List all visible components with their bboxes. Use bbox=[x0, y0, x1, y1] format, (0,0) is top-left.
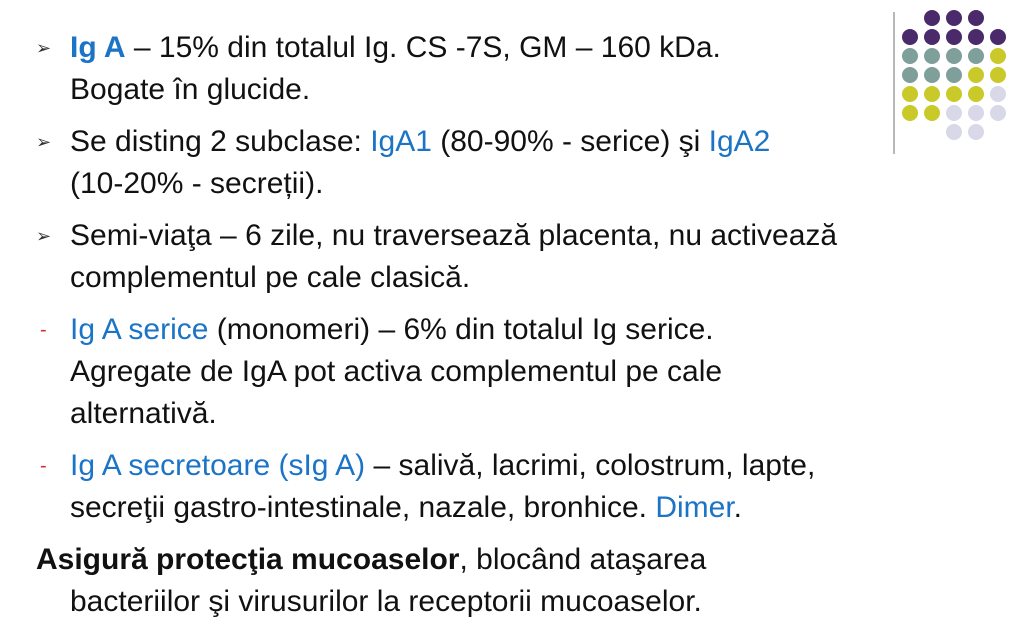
subclasses-text: Se disting 2 subclase: bbox=[70, 125, 371, 158]
serum-iga-line3: alternativă. bbox=[70, 397, 217, 430]
decorative-dot bbox=[990, 105, 1006, 121]
dash-bullet-icon: - bbox=[40, 319, 47, 341]
closing-statement bbox=[36, 539, 986, 623]
decorative-dot bbox=[924, 10, 940, 26]
secretory-iga-text: – salivă, lacrimi, colostrum, lapte, bbox=[365, 449, 816, 482]
secretory-iga-line2: secreţii gastro-intestinale, nazale, bronhice. bbox=[70, 491, 656, 524]
decorative-dot bbox=[946, 10, 962, 26]
iga-text-line2: Bogate în glucide. bbox=[70, 73, 311, 106]
iga-title: Ig A bbox=[70, 31, 126, 64]
arrow-bullet-icon: ➢ bbox=[36, 226, 52, 246]
bullet-iga bbox=[36, 27, 986, 111]
serum-iga-line2: Agregate de IgA pot activa complementul pe cale bbox=[70, 355, 723, 388]
decorative-dot bbox=[990, 67, 1006, 83]
closing-text: , blocând ataşarea bbox=[459, 543, 707, 576]
secretory-iga-title: Ig A secretoare (sIg A) bbox=[70, 449, 366, 482]
secretory-iga-end: . bbox=[733, 491, 742, 524]
decorative-dot bbox=[990, 86, 1006, 102]
slide-content bbox=[36, 27, 986, 633]
bullet-half-life bbox=[36, 215, 986, 299]
decorative-dot bbox=[990, 48, 1006, 64]
dimer-label: Dimer bbox=[655, 491, 734, 524]
iga2-label: IgA2 bbox=[708, 125, 771, 158]
closing-line2: bacteriilor şi virusurilor la receptorii mucoaselor. bbox=[70, 585, 702, 618]
bullet-serum-iga bbox=[36, 309, 986, 435]
half-life-line2: complementul pe cale clasică. bbox=[70, 261, 471, 294]
subclasses-mid: (80-90% - serice) şi bbox=[431, 125, 709, 158]
serum-iga-title: Ig A serice bbox=[70, 313, 209, 346]
decorative-dot bbox=[968, 10, 984, 26]
subclasses-line2: (10-20% - secreții). bbox=[70, 167, 324, 200]
arrow-bullet-icon: ➢ bbox=[36, 132, 52, 152]
closing-bold: Asigură protecţia mucoaselor bbox=[36, 543, 460, 576]
bullet-secretory-iga bbox=[36, 445, 986, 529]
arrow-bullet-icon: ➢ bbox=[36, 38, 52, 58]
bullet-subclasses bbox=[36, 121, 986, 205]
half-life-line1: Semi-viaţa – 6 zile, nu traversează placenta, nu activează bbox=[70, 219, 838, 252]
dash-bullet-icon: - bbox=[40, 455, 47, 477]
decorative-dot bbox=[990, 29, 1006, 45]
iga-text: – 15% din totalul Ig. CS -7S, GM – 160 kDa. bbox=[125, 31, 721, 64]
serum-iga-text: (monomeri) – 6% din totalul Ig serice. bbox=[208, 313, 714, 346]
iga1-label: IgA1 bbox=[370, 125, 432, 158]
